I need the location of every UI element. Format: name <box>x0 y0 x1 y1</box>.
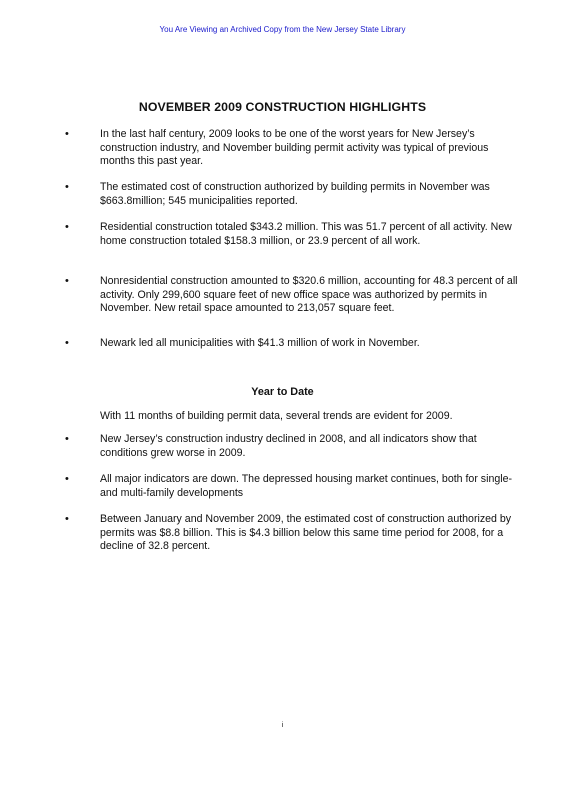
bullet-icon: • <box>65 221 69 233</box>
page-title: NOVEMBER 2009 CONSTRUCTION HIGHLIGHTS <box>138 100 427 114</box>
bullet-icon: • <box>65 473 69 485</box>
bullet-icon: • <box>65 513 69 525</box>
highlight-text: Nonresidential construction amounted to $320.6 million, accounting for 48.3 percent of all activity. Only 299,600 square feet of new office space was authorized by permits in November. New retail space amounted to 213,057 square feet. <box>100 275 518 315</box>
highlight-text: Newark led all municipalities with $41.3 million of work in November. <box>100 337 420 349</box>
highlight-text: Residential construction totaled $343.2 million. This was 51.7 percent of all activity. New home construction totaled $158.3 million, or 23.9 percent of all work. <box>100 221 512 247</box>
list-item <box>0 473 520 500</box>
list-item <box>0 513 520 554</box>
list-item <box>0 433 520 460</box>
archive-banner: You Are Viewing an Archived Copy from the New Jersey State Library <box>159 25 406 34</box>
ytd-intro: With 11 months of building permit data, several trends are evident for 2009. <box>100 410 453 422</box>
bullet-icon: • <box>65 337 69 349</box>
highlight-text: The estimated cost of construction authorized by building permits in November was $663.8million; 545 municipalities reported. <box>100 181 490 207</box>
page-number: i <box>281 722 284 729</box>
ytd-item-text: All major indicators are down. The depressed housing market continues, both for single- and multi-family developments <box>100 473 513 499</box>
list-item <box>0 221 520 248</box>
bullet-icon: • <box>65 181 69 193</box>
highlight-text: In the last half century, 2009 looks to be one of the worst years for New Jersey’s construction industry, and November building permit activity was typical of previous months this past year. <box>100 128 489 168</box>
ytd-heading: Year to Date <box>251 386 314 398</box>
list-item <box>0 275 520 316</box>
bullet-icon: • <box>65 275 69 287</box>
list-item <box>0 128 520 169</box>
list-item <box>0 181 520 208</box>
ytd-item-text: New Jersey’s construction industry declined in 2008, and all indicators show that conditions grew worse in 2009. <box>100 433 477 459</box>
bullet-icon: • <box>65 433 69 445</box>
bullet-icon: • <box>65 128 69 140</box>
ytd-item-text: Between January and November 2009, the estimated cost of construction authorized by permits was $8.8 billion. This is $4.3 billion below this same time period for 2008, for a decline of 32.8 percent. <box>100 513 512 553</box>
list-item <box>0 337 520 351</box>
